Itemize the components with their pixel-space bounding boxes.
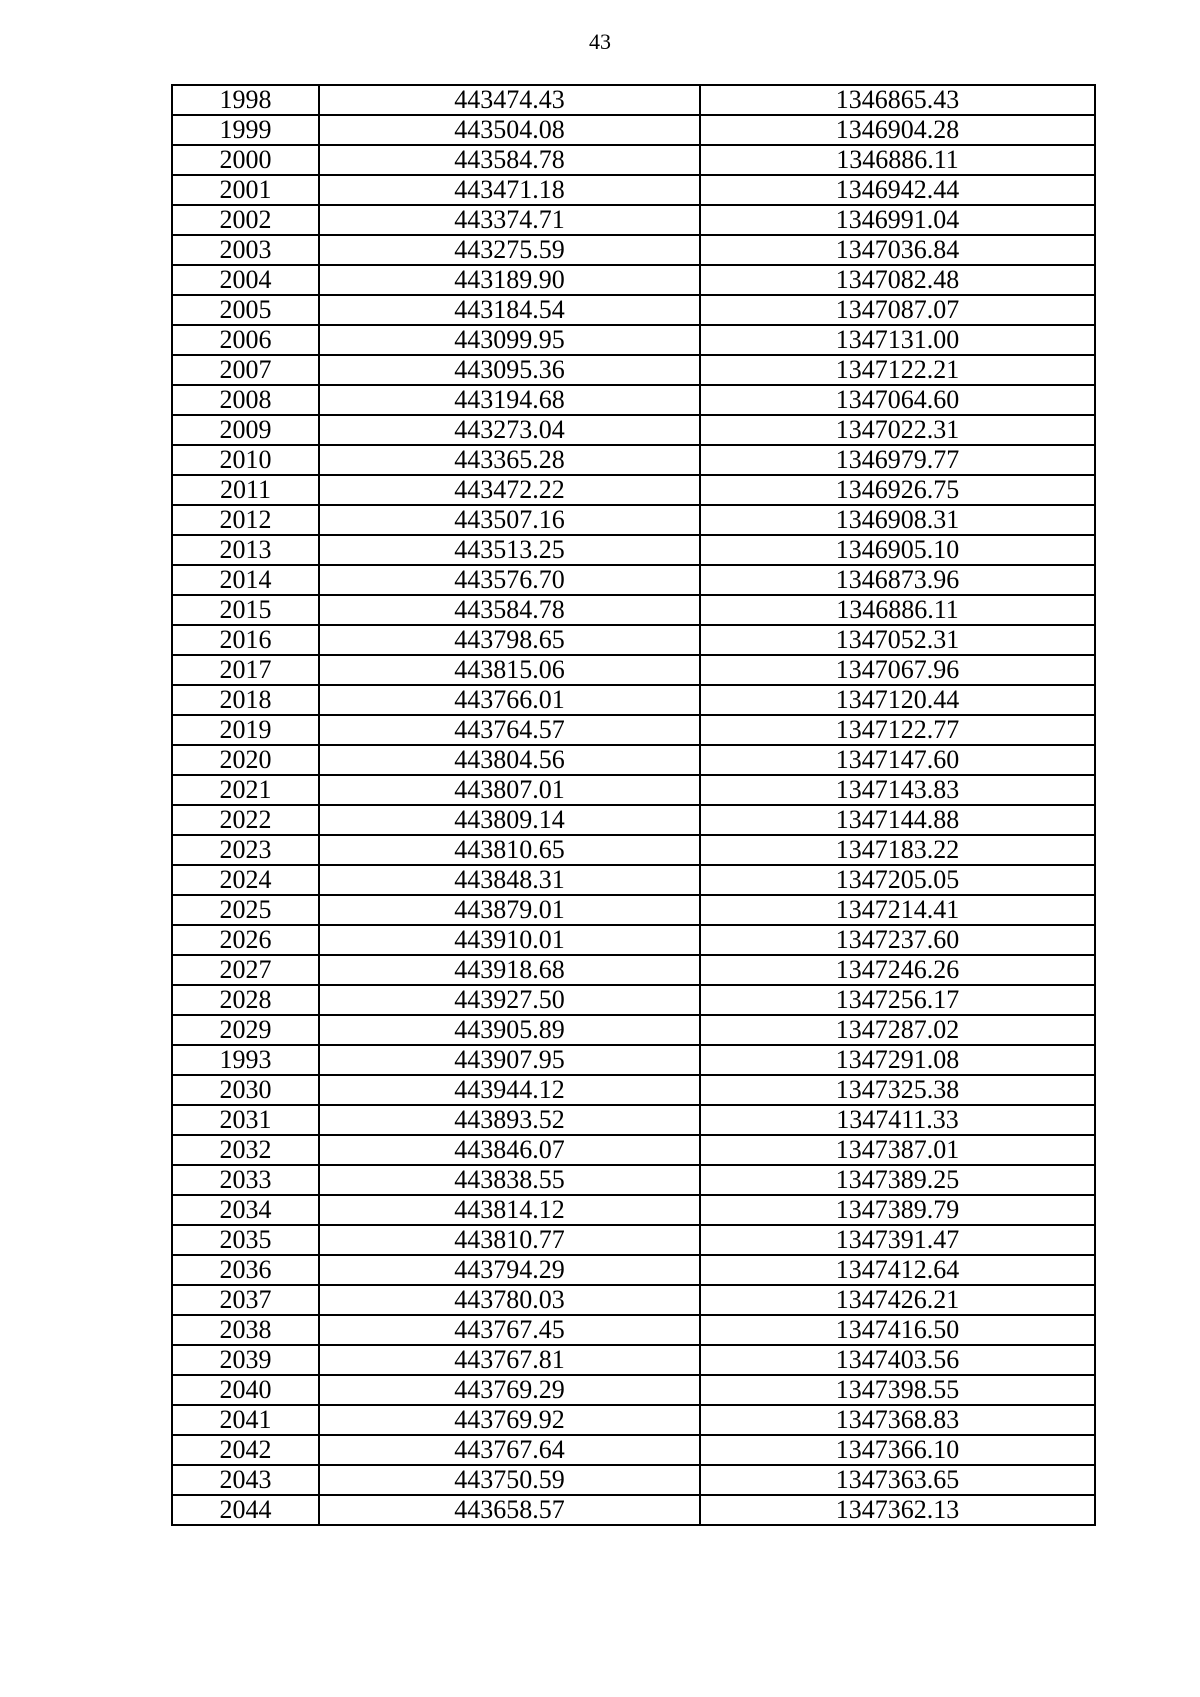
table-body: [172, 85, 1095, 1525]
point-id-cell: 2002: [172, 205, 319, 235]
x-coordinate-cell: 443275.59: [319, 235, 700, 265]
table-row: [172, 1315, 1095, 1345]
y-coordinate-cell: 1347143.83: [700, 775, 1095, 805]
x-coordinate-cell: 443099.95: [319, 325, 700, 355]
point-id-cell: 2021: [172, 775, 319, 805]
point-id-cell: 2030: [172, 1075, 319, 1105]
x-coordinate-cell: 443910.01: [319, 925, 700, 955]
x-coordinate-cell: 443767.45: [319, 1315, 700, 1345]
x-coordinate-cell: 443769.29: [319, 1375, 700, 1405]
y-coordinate-cell: 1347363.65: [700, 1465, 1095, 1495]
x-coordinate-cell: 443846.07: [319, 1135, 700, 1165]
y-coordinate-cell: 1346926.75: [700, 475, 1095, 505]
point-id-cell: 2022: [172, 805, 319, 835]
table-row: [172, 1375, 1095, 1405]
point-id-cell: 2042: [172, 1435, 319, 1465]
x-coordinate-cell: 443807.01: [319, 775, 700, 805]
x-coordinate-cell: 443804.56: [319, 745, 700, 775]
x-coordinate-cell: 443907.95: [319, 1045, 700, 1075]
y-coordinate-cell: 1347067.96: [700, 655, 1095, 685]
table-row: [172, 415, 1095, 445]
table-row: [172, 145, 1095, 175]
y-coordinate-cell: 1346908.31: [700, 505, 1095, 535]
coordinates-table: [171, 84, 1096, 1526]
table-row: [172, 775, 1095, 805]
table-row: [172, 835, 1095, 865]
x-coordinate-cell: 443927.50: [319, 985, 700, 1015]
table-row: [172, 685, 1095, 715]
y-coordinate-cell: 1347246.26: [700, 955, 1095, 985]
x-coordinate-cell: 443814.12: [319, 1195, 700, 1225]
y-coordinate-cell: 1347087.07: [700, 295, 1095, 325]
y-coordinate-cell: 1347362.13: [700, 1495, 1095, 1525]
table-row: [172, 1195, 1095, 1225]
table-row: [172, 745, 1095, 775]
table-row: [172, 505, 1095, 535]
y-coordinate-cell: 1347291.08: [700, 1045, 1095, 1075]
y-coordinate-cell: 1347412.64: [700, 1255, 1095, 1285]
x-coordinate-cell: 443767.64: [319, 1435, 700, 1465]
table-row: [172, 475, 1095, 505]
point-id-cell: 2027: [172, 955, 319, 985]
point-id-cell: 2019: [172, 715, 319, 745]
y-coordinate-cell: 1346942.44: [700, 175, 1095, 205]
x-coordinate-cell: 443798.65: [319, 625, 700, 655]
y-coordinate-cell: 1347120.44: [700, 685, 1095, 715]
table-row: [172, 1435, 1095, 1465]
x-coordinate-cell: 443809.14: [319, 805, 700, 835]
table-row: [172, 805, 1095, 835]
point-id-cell: 2033: [172, 1165, 319, 1195]
table-row: [172, 715, 1095, 745]
y-coordinate-cell: 1346886.11: [700, 145, 1095, 175]
point-id-cell: 2029: [172, 1015, 319, 1045]
x-coordinate-cell: 443095.36: [319, 355, 700, 385]
y-coordinate-cell: 1346979.77: [700, 445, 1095, 475]
table-row: [172, 85, 1095, 115]
x-coordinate-cell: 443838.55: [319, 1165, 700, 1195]
x-coordinate-cell: 443764.57: [319, 715, 700, 745]
table-row: [172, 565, 1095, 595]
x-coordinate-cell: 443184.54: [319, 295, 700, 325]
point-id-cell: 2038: [172, 1315, 319, 1345]
table-row: [172, 1495, 1095, 1525]
y-coordinate-cell: 1346905.10: [700, 535, 1095, 565]
point-id-cell: 2035: [172, 1225, 319, 1255]
point-id-cell: 2020: [172, 745, 319, 775]
y-coordinate-cell: 1347325.38: [700, 1075, 1095, 1105]
y-coordinate-cell: 1347082.48: [700, 265, 1095, 295]
x-coordinate-cell: 443576.70: [319, 565, 700, 595]
y-coordinate-cell: 1347022.31: [700, 415, 1095, 445]
point-id-cell: 2000: [172, 145, 319, 175]
point-id-cell: 2007: [172, 355, 319, 385]
y-coordinate-cell: 1347387.01: [700, 1135, 1095, 1165]
y-coordinate-cell: 1346886.11: [700, 595, 1095, 625]
x-coordinate-cell: 443780.03: [319, 1285, 700, 1315]
table-row: [172, 1075, 1095, 1105]
y-coordinate-cell: 1347122.21: [700, 355, 1095, 385]
point-id-cell: 2040: [172, 1375, 319, 1405]
table-row: [172, 925, 1095, 955]
table-row: [172, 1285, 1095, 1315]
point-id-cell: 2011: [172, 475, 319, 505]
table-row: [172, 1465, 1095, 1495]
point-id-cell: 2028: [172, 985, 319, 1015]
y-coordinate-cell: 1347064.60: [700, 385, 1095, 415]
table-row: [172, 1105, 1095, 1135]
point-id-cell: 2005: [172, 295, 319, 325]
point-id-cell: 2015: [172, 595, 319, 625]
table-row: [172, 175, 1095, 205]
point-id-cell: 2044: [172, 1495, 319, 1525]
point-id-cell: 2023: [172, 835, 319, 865]
point-id-cell: 2043: [172, 1465, 319, 1495]
y-coordinate-cell: 1347205.05: [700, 865, 1095, 895]
y-coordinate-cell: 1346904.28: [700, 115, 1095, 145]
x-coordinate-cell: 443584.78: [319, 145, 700, 175]
y-coordinate-cell: 1347122.77: [700, 715, 1095, 745]
point-id-cell: 2012: [172, 505, 319, 535]
point-id-cell: 2003: [172, 235, 319, 265]
point-id-cell: 2014: [172, 565, 319, 595]
x-coordinate-cell: 443879.01: [319, 895, 700, 925]
table-row: [172, 1015, 1095, 1045]
x-coordinate-cell: 443918.68: [319, 955, 700, 985]
point-id-cell: 2017: [172, 655, 319, 685]
table-row: [172, 1045, 1095, 1075]
y-coordinate-cell: 1346873.96: [700, 565, 1095, 595]
table-row: [172, 895, 1095, 925]
y-coordinate-cell: 1346991.04: [700, 205, 1095, 235]
point-id-cell: 2006: [172, 325, 319, 355]
y-coordinate-cell: 1347214.41: [700, 895, 1095, 925]
y-coordinate-cell: 1347131.00: [700, 325, 1095, 355]
point-id-cell: 2009: [172, 415, 319, 445]
point-id-cell: 2008: [172, 385, 319, 415]
point-id-cell: 2032: [172, 1135, 319, 1165]
table-row: [172, 295, 1095, 325]
x-coordinate-cell: 443273.04: [319, 415, 700, 445]
y-coordinate-cell: 1347036.84: [700, 235, 1095, 265]
table-row: [172, 1225, 1095, 1255]
point-id-cell: 2025: [172, 895, 319, 925]
point-id-cell: 2016: [172, 625, 319, 655]
table-row: [172, 1255, 1095, 1285]
x-coordinate-cell: 443767.81: [319, 1345, 700, 1375]
y-coordinate-cell: 1347183.22: [700, 835, 1095, 865]
table-row: [172, 865, 1095, 895]
y-coordinate-cell: 1347144.88: [700, 805, 1095, 835]
x-coordinate-cell: 443769.92: [319, 1405, 700, 1435]
y-coordinate-cell: 1347416.50: [700, 1315, 1095, 1345]
y-coordinate-cell: 1347366.10: [700, 1435, 1095, 1465]
table-row: [172, 115, 1095, 145]
table-row: [172, 955, 1095, 985]
table-row: [172, 1405, 1095, 1435]
y-coordinate-cell: 1347398.55: [700, 1375, 1095, 1405]
point-id-cell: 2001: [172, 175, 319, 205]
x-coordinate-cell: 443504.08: [319, 115, 700, 145]
point-id-cell: 2024: [172, 865, 319, 895]
point-id-cell: 2026: [172, 925, 319, 955]
x-coordinate-cell: 443905.89: [319, 1015, 700, 1045]
y-coordinate-cell: 1346865.43: [700, 85, 1095, 115]
point-id-cell: 2013: [172, 535, 319, 565]
point-id-cell: 2010: [172, 445, 319, 475]
table-row: [172, 445, 1095, 475]
table-row: [172, 205, 1095, 235]
y-coordinate-cell: 1347147.60: [700, 745, 1095, 775]
table-row: [172, 655, 1095, 685]
point-id-cell: 1999: [172, 115, 319, 145]
y-coordinate-cell: 1347052.31: [700, 625, 1095, 655]
y-coordinate-cell: 1347368.83: [700, 1405, 1095, 1435]
x-coordinate-cell: 443584.78: [319, 595, 700, 625]
y-coordinate-cell: 1347287.02: [700, 1015, 1095, 1045]
point-id-cell: 2041: [172, 1405, 319, 1435]
x-coordinate-cell: 443750.59: [319, 1465, 700, 1495]
y-coordinate-cell: 1347426.21: [700, 1285, 1095, 1315]
x-coordinate-cell: 443474.43: [319, 85, 700, 115]
x-coordinate-cell: 443766.01: [319, 685, 700, 715]
point-id-cell: 1993: [172, 1045, 319, 1075]
point-id-cell: 1998: [172, 85, 319, 115]
y-coordinate-cell: 1347256.17: [700, 985, 1095, 1015]
x-coordinate-cell: 443810.77: [319, 1225, 700, 1255]
y-coordinate-cell: 1347391.47: [700, 1225, 1095, 1255]
table-row: [172, 1345, 1095, 1375]
y-coordinate-cell: 1347237.60: [700, 925, 1095, 955]
x-coordinate-cell: 443189.90: [319, 265, 700, 295]
x-coordinate-cell: 443944.12: [319, 1075, 700, 1105]
x-coordinate-cell: 443848.31: [319, 865, 700, 895]
x-coordinate-cell: 443810.65: [319, 835, 700, 865]
y-coordinate-cell: 1347403.56: [700, 1345, 1095, 1375]
table-row: [172, 1165, 1095, 1195]
table-row: [172, 595, 1095, 625]
x-coordinate-cell: 443374.71: [319, 205, 700, 235]
x-coordinate-cell: 443365.28: [319, 445, 700, 475]
point-id-cell: 2037: [172, 1285, 319, 1315]
table-row: [172, 385, 1095, 415]
table-row: [172, 265, 1095, 295]
table-row: [172, 355, 1095, 385]
x-coordinate-cell: 443794.29: [319, 1255, 700, 1285]
table-row: [172, 325, 1095, 355]
table-row: [172, 625, 1095, 655]
point-id-cell: 2039: [172, 1345, 319, 1375]
x-coordinate-cell: 443194.68: [319, 385, 700, 415]
y-coordinate-cell: 1347389.79: [700, 1195, 1095, 1225]
table-row: [172, 1135, 1095, 1165]
x-coordinate-cell: 443507.16: [319, 505, 700, 535]
point-id-cell: 2036: [172, 1255, 319, 1285]
x-coordinate-cell: 443513.25: [319, 535, 700, 565]
x-coordinate-cell: 443893.52: [319, 1105, 700, 1135]
x-coordinate-cell: 443815.06: [319, 655, 700, 685]
point-id-cell: 2018: [172, 685, 319, 715]
table-row: [172, 985, 1095, 1015]
point-id-cell: 2034: [172, 1195, 319, 1225]
x-coordinate-cell: 443472.22: [319, 475, 700, 505]
table-row: [172, 235, 1095, 265]
x-coordinate-cell: 443658.57: [319, 1495, 700, 1525]
table-row: [172, 535, 1095, 565]
y-coordinate-cell: 1347389.25: [700, 1165, 1095, 1195]
y-coordinate-cell: 1347411.33: [700, 1105, 1095, 1135]
page-number: 43: [589, 29, 611, 54]
point-id-cell: 2031: [172, 1105, 319, 1135]
point-id-cell: 2004: [172, 265, 319, 295]
x-coordinate-cell: 443471.18: [319, 175, 700, 205]
